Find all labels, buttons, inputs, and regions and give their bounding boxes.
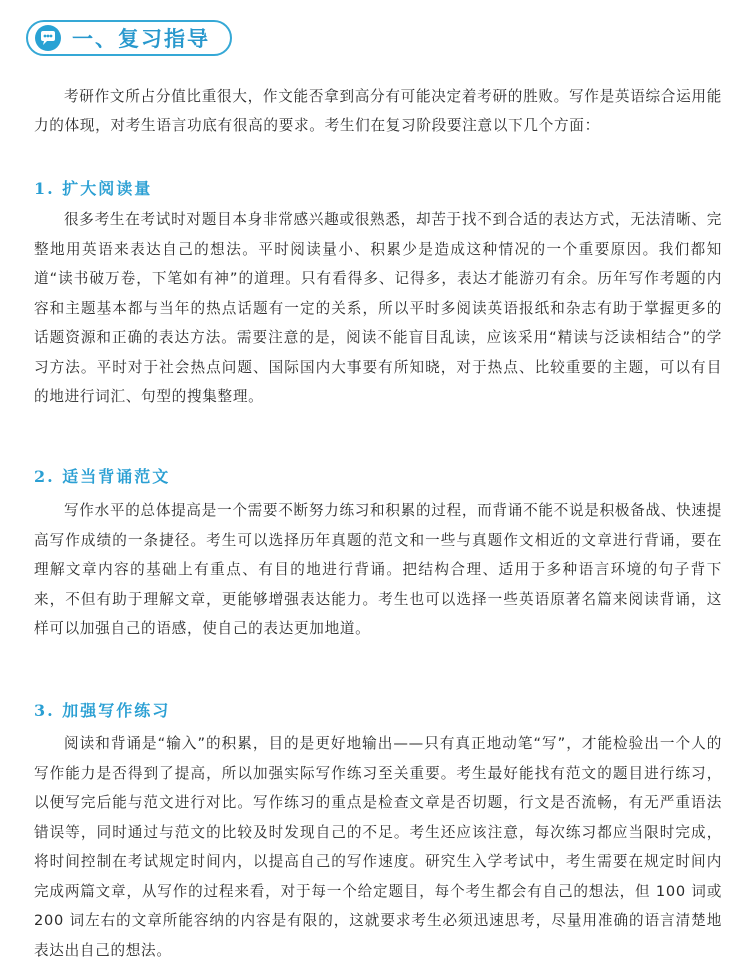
paragraph-recite-model-essays: 写作水平的总体提高是一个需要不断努力练习和积累的过程，而背诵不能不说是积极备战、快速提高写作成绩的一条捷径。考生可以选择历年真题的范文和一些与真题作文相近的文章进行背诵，要在理解文章内容的基础上有重点、有目的地进行背诵。把结构合理、适用于多种语言环境的句子背下来，不但有助于理解文章，更能够增强表达能力。考生也可以选择一些英语原著名篇来阅读背诵，这样可以加强自己的语感，使自己的表达更加地道。 — [34, 502, 722, 637]
section-banner — [26, 20, 232, 56]
heading-writing-practice: 3. 加强写作练习 — [34, 701, 171, 720]
paragraph-expand-reading: 很多考生在考试时对题目本身非常感兴趣或很熟悉，却苦于找不到合适的表达方式，无法清晰、完整地用英语来表达自己的想法。平时阅读量小、积累少是造成这种情况的一个重要原因。我们都知道“读书破万卷，下笔如有神”的道理。只有看得多、记得多，表达才能游刃有余。历年写作考题的内容和主题基本都与当年的热点话题有一定的关系，所以平时多阅读英语报纸和杂志有助于掌握更多的话题资源和正确的表达方法。需要注意的是，阅读不能盲目乱读，应该采用“精读与泛读相结合”的学习方法。平时对于社会热点问题、国际国内大事要有所知晓，对于热点、比较重要的主题，可以有目的地进行词汇、句型的搜集整理。 — [34, 211, 722, 405]
intro-paragraph: 考研作文所占分值比重很大，作文能否拿到高分有可能决定着考研的胜败。写作是英语综合运用能力的体现，对考生语言功底有很高的要求。考生们在复习阶段要注意以下几个方面： — [34, 88, 722, 134]
section-title: 一、复习指导 — [72, 27, 210, 51]
heading-expand-reading: 1. 扩大阅读量 — [34, 179, 153, 198]
paragraph-writing-practice: 阅读和背诵是“输入”的积累，目的是更好地输出——只有真正地动笔“写”，才能检验出一个人的写作能力是否得到了提高，所以加强实际写作练习至关重要。考生最好能找有范文的题目进行练习，以便写完后能与范文进行对比。写作练习的重点是检查文章是否切题，行文是否流畅，有无严重语法错误等，同时通过与范文的比较及时发现自己的不足。考生还应该注意，每次练习都应当限时完成，将时间控制在考试规定时间内，以提高自己的写作速度。研究生入学考试中，考生需要在规定时间内完成两篇文章，从写作的过程来看，对于每一个给定题目，每个考生都会有自己的想法，但 100 词或 200 词左右的文章所能容纳的内容是有限的，这就要求考生必须迅速思考，尽量用准确的语言清楚地表达出自己的想法。 — [34, 735, 722, 959]
chat-bubble-icon — [35, 25, 61, 51]
heading-recite-model-essays: 2. 适当背诵范文 — [34, 467, 171, 486]
